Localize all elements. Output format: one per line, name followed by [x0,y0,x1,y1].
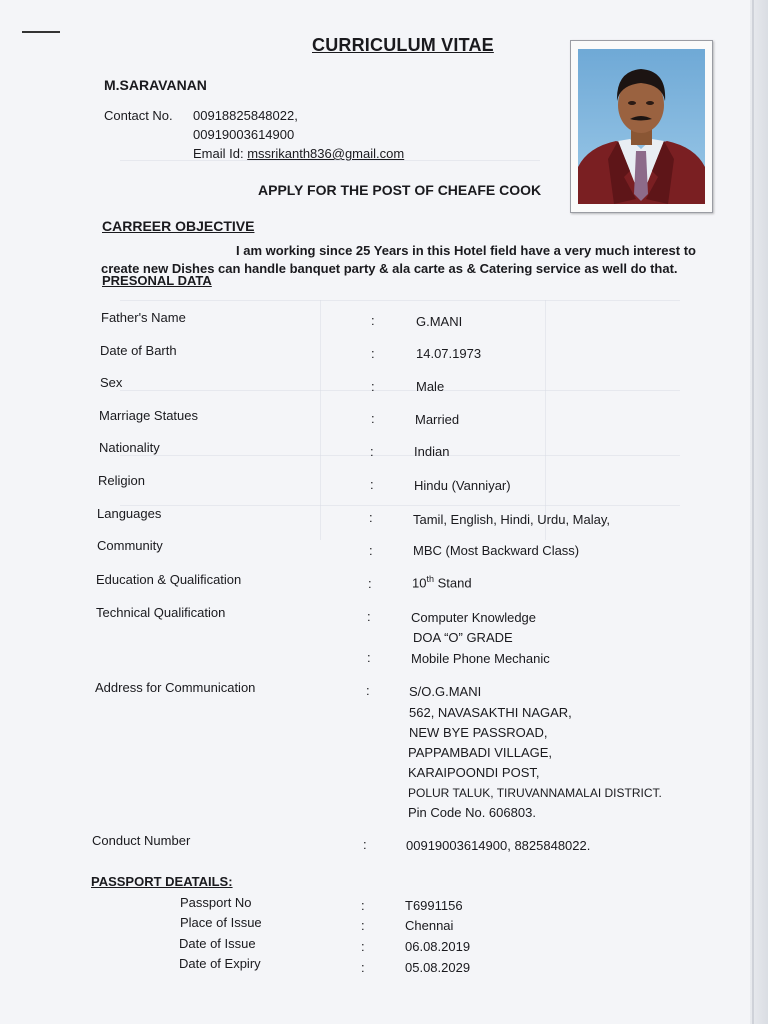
contact-phone-2: 00919003614900 [193,127,295,142]
passport-label: Place of Issue [180,915,262,930]
bleed-through-line [120,300,680,301]
passport-value: 06.08.2019 [405,939,471,954]
colon: : [361,918,365,933]
candidate-photo [570,40,713,213]
colon: : [361,898,365,913]
personal-label: Marriage Statues [99,408,198,423]
objective-heading: CARREER OBJECTIVE [102,218,255,234]
personal-label: Education & Qualification [96,572,242,587]
colon: : [371,379,375,394]
bleed-through-line [120,455,680,456]
personal-label: Father's Name [101,310,186,325]
passport-value: T6991156 [405,898,463,913]
personal-value: Indian [414,444,450,459]
personal-value: G.MANI [416,314,463,329]
colon: : [369,510,373,525]
technical-line-1: Computer Knowledge [411,610,537,625]
address-line: S/O.G.MANI [409,684,482,699]
colon: : [371,313,375,328]
personal-value: Hindu (Vanniyar) [414,478,511,493]
passport-label: Passport No [180,895,252,910]
personal-value: Tamil, English, Hindi, Urdu, Malay, [413,512,610,527]
personal-label: Religion [98,473,145,488]
email-label: Email Id: [193,146,244,161]
personal-label: Community [97,538,163,553]
technical-line-3: Mobile Phone Mechanic [411,651,550,666]
address-line: NEW BYE PASSROAD, [409,725,548,740]
personal-value: 14.07.1973 [416,346,482,361]
personal-data-heading: PRESONAL DATA [102,273,212,288]
colon: : [367,650,371,665]
technical-line-2: DOA “O” GRADE [413,630,513,645]
email-line [193,146,404,161]
address-line: PAPPAMBADI VILLAGE, [408,745,553,760]
page-title: CURRICULUM VITAE [312,35,494,55]
page-edge-line [752,0,754,1024]
education-value [412,574,472,590]
apply-for-post: APPLY FOR THE POST OF CHEAFE COOK [258,182,542,198]
contact-phone-1: 00918825848022, [193,108,298,123]
personal-label: Languages [97,506,162,521]
personal-value: Male [416,379,445,394]
bleed-through-line [320,300,321,540]
passport-heading: PASSPORT DEATAILS: [91,874,233,889]
personal-label: Sex [100,375,123,390]
colon: : [361,939,365,954]
email-link[interactable]: mssrikanth836@gmail.com [247,146,405,161]
passport-label: Date of Expiry [179,956,261,971]
passport-value: 05.08.2029 [405,960,471,975]
bleed-through-line [545,300,546,540]
personal-label: Nationality [99,440,160,455]
address-label: Address for Communication [95,680,256,695]
address-line: Pin Code No. 606803. [408,805,536,820]
colon: : [363,837,367,852]
passport-label: Date of Issue [179,936,256,951]
colon: : [369,543,373,558]
personal-value: Married [415,412,460,427]
personal-label: Date of Barth [100,343,177,358]
education-value-sup: th [426,574,434,584]
education-value-suffix: Stand [433,575,472,591]
conduct-value: 00919003614900, 8825848022. [406,838,591,853]
colon: : [366,683,370,698]
candidate-name: M.SARAVANAN [104,77,207,93]
scan-mark [22,31,60,33]
education-value-number: 10 [412,575,427,591]
colon: : [371,411,375,426]
colon: : [370,444,374,459]
address-line: KARAIPOONDI POST, [408,765,540,780]
colon: : [367,609,371,624]
colon: : [368,576,372,591]
personal-value: MBC (Most Backward Class) [413,543,580,558]
contact-label: Contact No. [104,108,173,123]
technical-label: Technical Qualification [96,605,226,620]
address-line: 562, NAVASAKTHI NAGAR, [409,705,572,720]
objective-line-1: I am working since 25 Years in this Hotel field have a very much interest to [236,243,696,258]
colon: : [361,960,365,975]
passport-value: Chennai [405,918,454,933]
conduct-label: Conduct Number [92,833,191,848]
objective-line-2: create new Dishes can handle banquet party & ala carte as & Catering service as well do that. [101,261,678,276]
colon: : [371,346,375,361]
bleed-through-line [120,390,680,391]
address-line: POLUR TALUK, TIRUVANNAMALAI DISTRICT. [408,786,662,800]
colon: : [370,477,374,492]
bleed-through-line [120,505,680,506]
